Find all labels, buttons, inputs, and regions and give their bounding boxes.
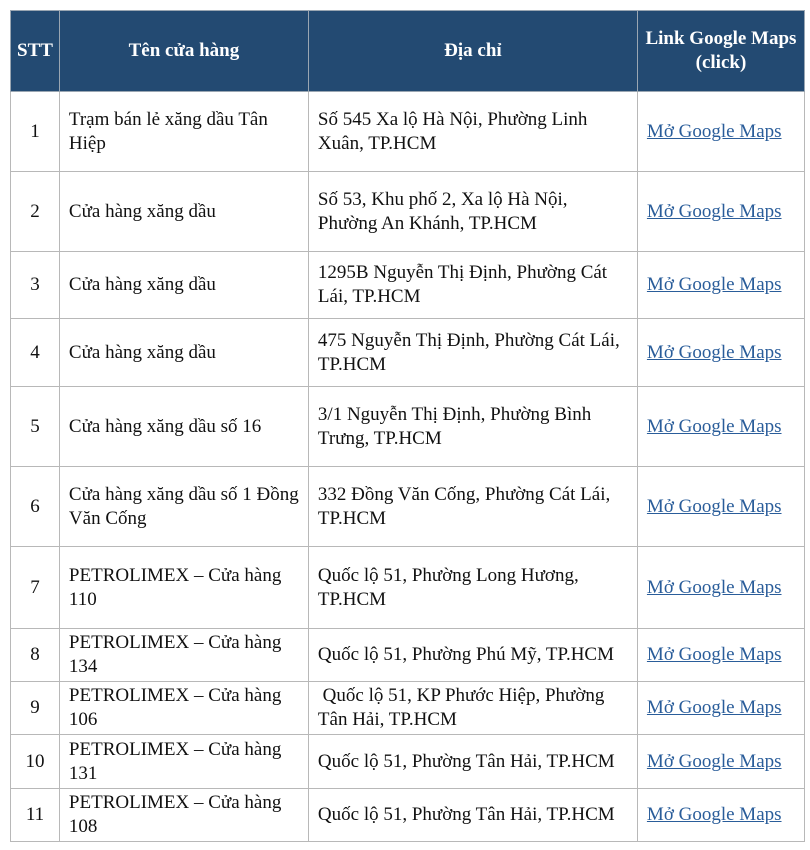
row-maps-cell <box>637 467 804 547</box>
google-maps-link[interactable]: Mở Google Maps <box>646 495 782 517</box>
row-maps-cell <box>637 789 804 842</box>
google-maps-link[interactable]: Mở Google Maps <box>646 804 782 825</box>
row-maps-cell <box>637 629 804 682</box>
row-maps-cell <box>637 547 804 629</box>
row-address: 1295B Nguyễn Thị Định, Phường Cát Lái, TP.HCM <box>308 252 637 319</box>
row-store-name: Cửa hàng xăng dầu số 1 Đồng Văn Cống <box>59 467 308 547</box>
header-store-name: Tên cửa hàng <box>59 11 308 92</box>
google-maps-link[interactable]: Mở Google Maps <box>646 274 782 295</box>
row-stt: 3 <box>11 252 60 319</box>
row-store-name: Cửa hàng xăng dầu <box>59 172 308 252</box>
row-maps-cell <box>637 252 804 319</box>
row-store-name: Cửa hàng xăng dầu <box>59 319 308 387</box>
row-stt: 11 <box>11 789 60 842</box>
table-row <box>11 682 805 735</box>
google-maps-link[interactable]: Mở Google Maps <box>646 341 782 363</box>
google-maps-link[interactable]: Mở Google Maps <box>646 750 782 772</box>
row-store-name: PETROLIMEX – Cửa hàng 108 <box>59 789 308 842</box>
row-store-name: Cửa hàng xăng dầu <box>59 252 308 319</box>
row-store-name: PETROLIMEX – Cửa hàng 131 <box>59 735 308 789</box>
header-address: Địa chỉ <box>308 11 637 92</box>
google-maps-link[interactable]: Mở Google Maps <box>646 576 782 598</box>
google-maps-link[interactable]: Mở Google Maps <box>646 120 782 142</box>
row-maps-cell <box>637 172 804 252</box>
row-maps-cell <box>637 735 804 789</box>
table-row <box>11 629 805 682</box>
row-stt: 5 <box>11 387 60 467</box>
row-address: Quốc lộ 51, Phường Phú Mỹ, TP.HCM <box>308 629 637 682</box>
google-maps-link[interactable]: Mở Google Maps <box>646 415 782 437</box>
row-store-name: Trạm bán lẻ xăng dầu Tân Hiệp <box>59 92 308 172</box>
row-maps-cell <box>637 92 804 172</box>
table-row <box>11 547 805 629</box>
table-row <box>11 172 805 252</box>
row-maps-cell <box>637 319 804 387</box>
row-stt: 9 <box>11 682 60 735</box>
table-row <box>11 735 805 789</box>
row-address: Quốc lộ 51, Phường Long Hương, TP.HCM <box>308 547 637 629</box>
row-stt: 8 <box>11 629 60 682</box>
google-maps-link[interactable]: Mở Google Maps <box>646 644 782 665</box>
google-maps-link[interactable]: Mở Google Maps <box>646 697 782 718</box>
row-stt: 4 <box>11 319 60 387</box>
row-stt: 6 <box>11 467 60 547</box>
row-address: Quốc lộ 51, Phường Tân Hải, TP.HCM <box>308 735 637 789</box>
table-row <box>11 467 805 547</box>
row-maps-cell <box>637 682 804 735</box>
row-store-name: PETROLIMEX – Cửa hàng 134 <box>59 629 308 682</box>
row-maps-cell <box>637 387 804 467</box>
table-row <box>11 252 805 319</box>
row-stt: 1 <box>11 92 60 172</box>
row-stt: 10 <box>11 735 60 789</box>
header-stt: STT <box>11 11 60 92</box>
table-header-row <box>11 11 805 92</box>
header-maps-link: Link Google Maps (click) <box>637 11 804 92</box>
table-row <box>11 789 805 842</box>
gas-station-table <box>10 10 805 842</box>
table-row <box>11 387 805 467</box>
row-address: 475 Nguyễn Thị Định, Phường Cát Lái, TP.HCM <box>308 319 637 387</box>
row-address: Quốc lộ 51, Phường Tân Hải, TP.HCM <box>308 789 637 842</box>
row-address: Số 545 Xa lộ Hà Nội, Phường Linh Xuân, TP.HCM <box>308 92 637 172</box>
row-stt: 7 <box>11 547 60 629</box>
table-row <box>11 319 805 387</box>
row-store-name: PETROLIMEX – Cửa hàng 110 <box>59 547 308 629</box>
row-address: 3/1 Nguyễn Thị Định, Phường Bình Trưng, TP.HCM <box>308 387 637 467</box>
row-stt: 2 <box>11 172 60 252</box>
table-row <box>11 92 805 172</box>
row-store-name: Cửa hàng xăng dầu số 16 <box>59 387 308 467</box>
google-maps-link[interactable]: Mở Google Maps <box>646 200 782 222</box>
row-store-name: PETROLIMEX – Cửa hàng 106 <box>59 682 308 735</box>
row-address: 332 Đồng Văn Cống, Phường Cát Lái, TP.HCM <box>308 467 637 547</box>
row-address: Quốc lộ 51, KP Phước Hiệp, Phường Tân Hải, TP.HCM <box>308 682 637 735</box>
row-address: Số 53, Khu phố 2, Xa lộ Hà Nội, Phường An Khánh, TP.HCM <box>308 172 637 252</box>
